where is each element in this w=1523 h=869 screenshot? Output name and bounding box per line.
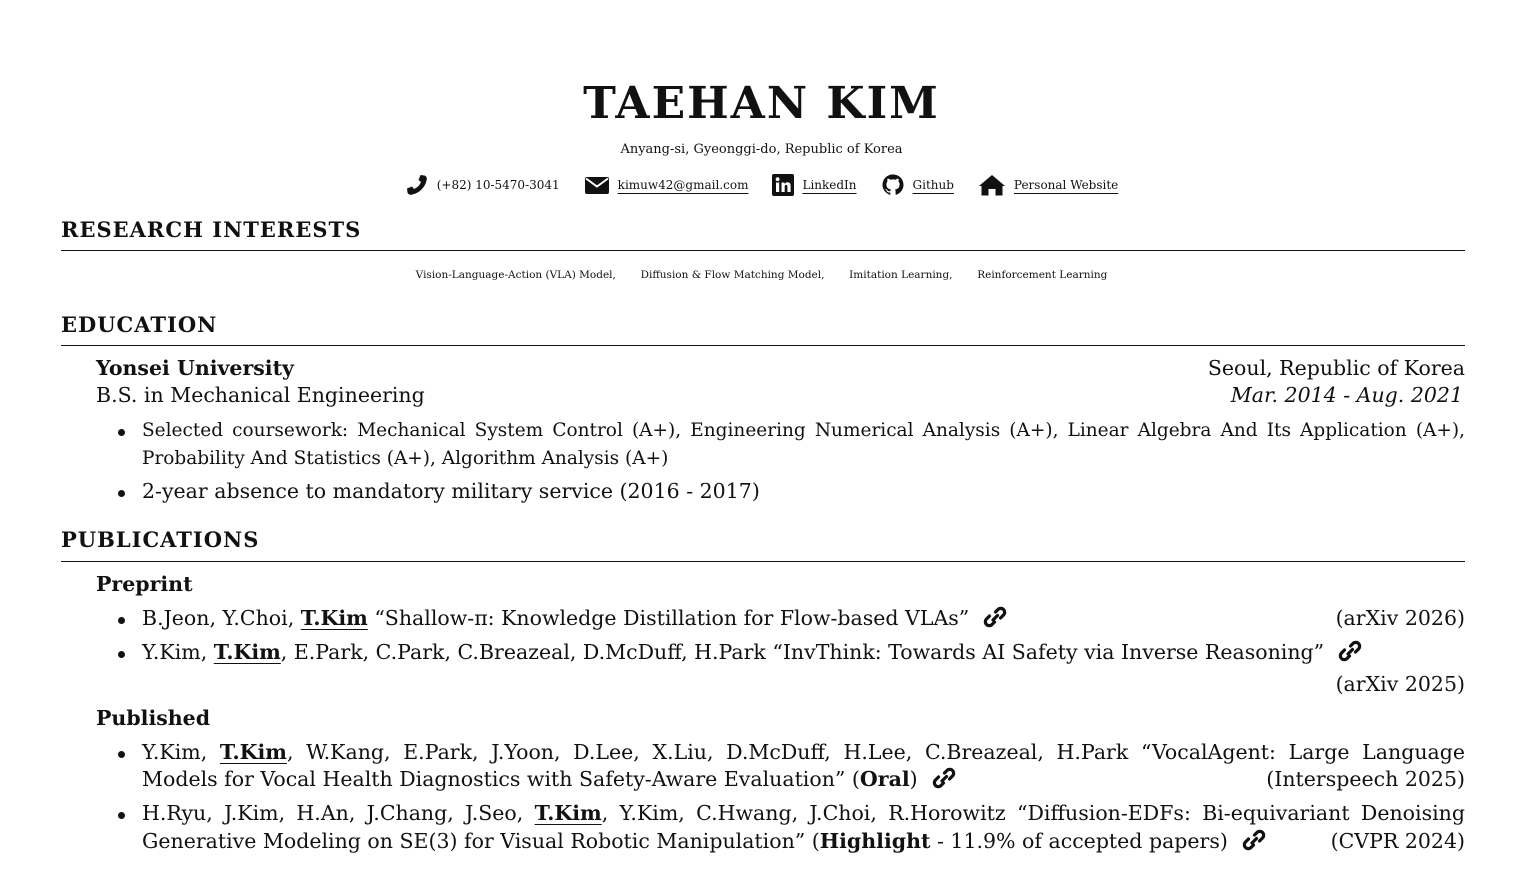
- contact-website[interactable]: [978, 170, 1118, 200]
- pub-award: Oral: [859, 767, 910, 791]
- military-note: 2-year absence to mandatory military service (2016 - 2017): [142, 479, 760, 503]
- bullet-point: [118, 429, 125, 436]
- subsection-preprint: Preprint: [96, 572, 193, 596]
- phone-number: (+82) 10-5470-3041: [436, 178, 560, 192]
- research-item: Reinforcement Learning: [977, 269, 1108, 281]
- linkedin-link[interactable]: LinkedIn: [802, 178, 857, 192]
- pub-venue: (arXiv 2025): [1335, 672, 1465, 696]
- research-item: Vision-Language-Action (VLA) Model,: [415, 269, 616, 281]
- resume-name: TAEHAN KIM: [583, 78, 940, 129]
- pub-venue: (CVPR 2024): [1330, 829, 1465, 853]
- contact-github[interactable]: [881, 170, 954, 200]
- phone-icon: [405, 173, 429, 197]
- publication-entry: [142, 739, 1465, 766]
- self-author: T.Kim: [300, 606, 368, 630]
- link-icon[interactable]: [1338, 640, 1362, 662]
- school-location: Seoul, Republic of Korea: [1207, 356, 1465, 380]
- pub-title: , W.Kang, E.Park, J.Yoon, D.Lee, X.Liu, D.McDuff, H.Lee, C.Breazeal, H.Park “VocalAgent: Large Language: [286, 740, 1465, 764]
- pub-title: Models for Vocal Health Diagnostics with Safety-Aware Evaluation” (: [142, 767, 860, 791]
- research-interests-list: [0, 262, 1523, 289]
- pub-authors: B.Jeon, Y.Choi,: [142, 606, 301, 630]
- bullet-point: [118, 490, 125, 497]
- pub-award: Highlight: [819, 829, 931, 853]
- address: Anyang-si, Gyeonggi-do, Republic of Korea: [620, 142, 903, 157]
- contact-bar: [0, 170, 1523, 200]
- email-link[interactable]: kimuw42@gmail.com: [617, 178, 749, 192]
- section-title-research: RESEARCH INTERESTS: [61, 217, 362, 242]
- self-author: T.Kim: [219, 740, 287, 764]
- github-icon: [881, 173, 905, 197]
- coursework-line: Selected coursework: Mechanical System Control (A+), Engineering Numerical Analysis (A+), Linear Algebra And Its Application (A+),: [142, 420, 1465, 441]
- pub-venue: (arXiv 2026): [1335, 606, 1465, 630]
- website-link[interactable]: Personal Website: [1013, 178, 1119, 192]
- self-author: T.Kim: [534, 801, 602, 825]
- contact-phone: [405, 170, 560, 200]
- self-author: T.Kim: [213, 640, 281, 664]
- coursework-line: Probability And Statistics (A+), Algorithm Analysis (A+): [142, 448, 669, 469]
- publication-entry: [142, 639, 1362, 666]
- section-divider: [61, 250, 1465, 251]
- contact-linkedin[interactable]: [772, 170, 856, 200]
- bullet-point: [118, 651, 125, 658]
- pub-title: Generative Modeling on SE(3) for Visual Robotic Manipulation” (: [142, 829, 820, 853]
- pub-note: - 11.9% of accepted papers): [930, 829, 1228, 853]
- education-dates: Mar. 2014 - Aug. 2021: [1230, 383, 1463, 407]
- pub-title: “Shallow-π: Knowledge Distillation for Flow-based VLAs”: [367, 606, 970, 630]
- pub-title: , Y.Kim, C.Hwang, J.Choi, R.Horowitz “Diffusion-EDFs: Bi-equivariant Denoising: [601, 801, 1465, 825]
- research-item: Imitation Learning,: [849, 269, 953, 281]
- subsection-published: Published: [96, 706, 211, 730]
- section-title-publications: PUBLICATIONS: [61, 527, 260, 552]
- bullet-point: [118, 812, 125, 819]
- pub-authors: H.Ryu, J.Kim, H.An, J.Chang, J.Seo,: [142, 801, 535, 825]
- pub-authors: Y.Kim,: [142, 640, 214, 664]
- section-divider: [61, 561, 1465, 562]
- section-divider: [61, 345, 1465, 346]
- pub-title: , E.Park, C.Park, C.Breazeal, D.McDuff, H.Park “InvThink: Towards AI Safety via Inverse Reasoning”: [280, 640, 1325, 664]
- pub-authors: Y.Kim,: [142, 740, 220, 764]
- section-title-education: EDUCATION: [61, 312, 218, 337]
- pub-venue: (Interspeech 2025): [1266, 767, 1465, 791]
- degree: B.S. in Mechanical Engineering: [96, 383, 425, 407]
- research-item: Diffusion & Flow Matching Model,: [640, 269, 825, 281]
- school-name: Yonsei University: [96, 356, 294, 380]
- contact-email[interactable]: [584, 170, 749, 200]
- home-icon: [978, 173, 1006, 197]
- email-icon: [584, 174, 610, 196]
- pub-note: ): [909, 767, 918, 791]
- bullet-point: [118, 751, 125, 758]
- publication-entry: [142, 800, 1465, 827]
- github-link[interactable]: Github: [912, 178, 954, 192]
- linkedin-icon: [772, 174, 794, 196]
